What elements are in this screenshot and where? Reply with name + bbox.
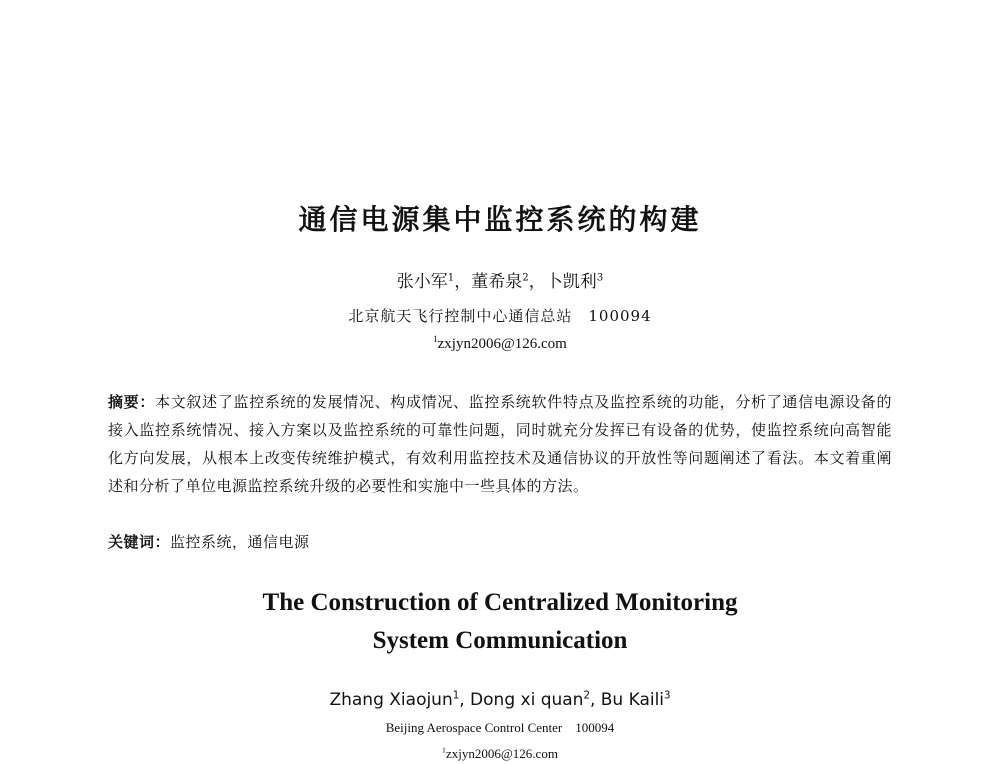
chinese-author-2: 董希泉 xyxy=(471,272,523,292)
chinese-author-3: 卜凯利 xyxy=(545,272,597,292)
english-email-line xyxy=(0,744,1000,764)
abstract-label: 摘要： xyxy=(108,393,156,411)
chinese-email-mark: 1 xyxy=(433,334,438,344)
chinese-email: zxjyn2006@126.com xyxy=(437,336,567,352)
english-author-1: Zhang Xiaojun xyxy=(329,690,453,710)
english-author-2-mark: 2 xyxy=(583,690,590,702)
author-separator: ， xyxy=(528,272,546,292)
chinese-keywords xyxy=(108,530,310,554)
chinese-author-1: 张小军 xyxy=(396,272,448,292)
chinese-email-line xyxy=(0,333,1000,355)
english-title-line-2: System Communication xyxy=(372,627,628,654)
english-author-3: Bu Kaili xyxy=(600,690,665,710)
english-title-line-1: The Construction of Centralized Monitoring xyxy=(262,589,738,616)
chinese-affiliation: 北京航天飞行控制中心通信总站 100094 xyxy=(348,307,652,325)
author-separator: , xyxy=(589,690,601,710)
english-email: zxjyn2006@126.com xyxy=(445,746,558,761)
keywords-text: 监控系统，通信电源 xyxy=(170,533,310,551)
chinese-title: 通信电源集中监控系统的构建 xyxy=(298,203,702,236)
chinese-author-3-mark: 3 xyxy=(596,272,604,284)
chinese-author-list xyxy=(0,270,1000,294)
author-separator: ， xyxy=(454,272,472,292)
chinese-author-1-mark: 1 xyxy=(447,272,455,284)
author-separator: , xyxy=(459,690,471,710)
english-author-list xyxy=(0,688,1000,712)
english-affiliation: Beijing Aerospace Control Center 100094 xyxy=(385,720,615,735)
keywords-label: 关键词： xyxy=(108,533,171,551)
chinese-abstract xyxy=(108,388,892,500)
english-author-2: Dong xi quan xyxy=(470,690,584,710)
english-email-mark: 1 xyxy=(442,745,446,755)
english-author-3-mark: 3 xyxy=(664,690,671,702)
english-author-1-mark: 1 xyxy=(452,690,460,702)
chinese-author-2-mark: 2 xyxy=(522,272,529,284)
abstract-text: 本文叙述了监控系统的发展情况、构成情况、监控系统软件特点及监控系统的功能，分析了通信电源设备的接入监控系统情况、接入方案以及监控系统的可靠性问题，同时就充分发挥已有设备的优势，使监控系统向高智能化方向发展，从根本上改变传统维护模式，有效利用监控技术及通信协议的开放性等问题阐述了看法。本文着重阐述和分析了单位电源监控系统升级的必要性和实施中一些具体的方法。 xyxy=(108,393,892,495)
